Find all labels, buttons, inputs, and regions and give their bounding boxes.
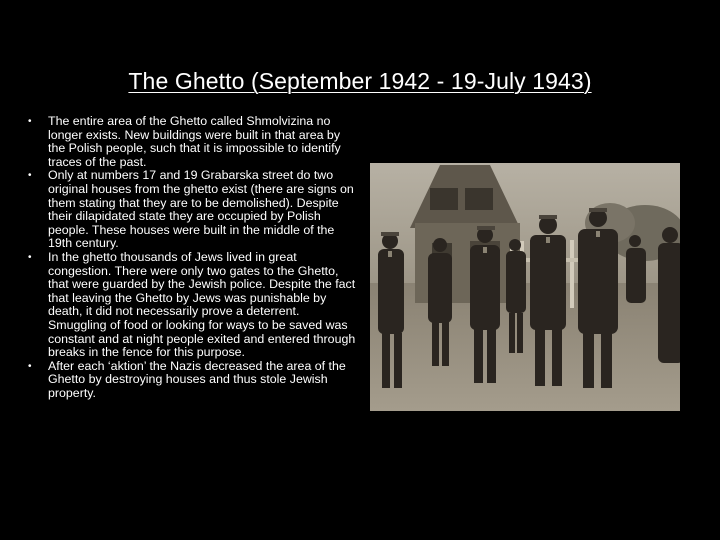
- bullet-dot-icon: •: [28, 116, 32, 127]
- historical-photo: [370, 163, 680, 411]
- bullet-text: After each ‘aktion’ the Nazis decreased the area of the Ghetto by destroying houses and thus stole Jewish property.: [48, 358, 346, 400]
- bullet-item: [28, 169, 358, 251]
- bullet-text: The entire area of the Ghetto called Shmolvizina no longer exists. New buildings were built in that area by the Polish people, such that it is impossible to identify traces of the past.: [48, 114, 341, 169]
- bullet-text: Only at numbers 17 and 19 Grabarska street do two original houses from the ghetto exist (there are signs on them stating that they are to be demolished). Despite their dilapidated state they are occupied by Polish people. These houses were built in the middle of the 19th century.: [48, 168, 354, 251]
- bullet-item: [28, 251, 358, 360]
- bullet-dot-icon: •: [28, 170, 32, 182]
- bullet-item: [28, 115, 358, 169]
- bullet-item: [28, 360, 358, 401]
- bullet-dot-icon: •: [28, 251, 32, 263]
- bullet-text: In the ghetto thousands of Jews lived in great congestion. There were only two gates to the Ghetto, that were guarded by the Jewish police. Despite the fact that leaving the Ghetto by Jews was punishable by death, it did not necessarily prove a deterrent. Smuggling of food or looking for ways to be saved was constant and at night people exited and entered through breaks in the fence for this purpose.: [48, 249, 356, 360]
- bullet-dot-icon: •: [28, 360, 32, 372]
- slide-title: The Ghetto (September 1942 - 19-July 1943): [128, 68, 592, 94]
- photo-illustration: [370, 163, 680, 411]
- bullet-list: [28, 115, 358, 400]
